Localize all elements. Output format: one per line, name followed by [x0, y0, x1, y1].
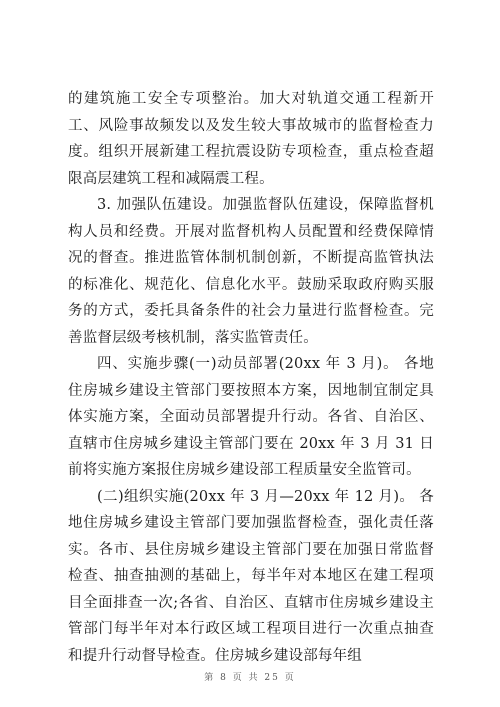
paragraph-3: 四、实施步骤(一)动员部署(20xx 年 3 月)。 各地住房城乡建设主管部门要按照本方案，因地制宜制定具体实施方案，全面动员部署提升行动。各省、自治区、直辖市住房城乡建设主管部门要在 20xx 年 3 月 31 日前将实施方案报住房城乡建设部工程质量安全监管司。: [68, 356, 434, 478]
page-number-footer: 第 8 页 共 25 页: [204, 673, 296, 683]
paragraph-4: (二)组织实施(20xx 年 3 月—20xx 年 12 月)。 各地住房城乡建设主管部门要加强监督检查，强化责任落实。各市、县住房城乡建设主管部门要在加强日常监督检查、抽查抽测的基础上，每半年对本地区在建工程项目全面排查一次;各省、自治区、直辖市住房城乡建设主管部门每半年对本行政区域工程项目进行一次重点抽查和提升行动督导检查。住房城乡建设部每年组: [68, 488, 434, 664]
document-body: [68, 86, 434, 669]
paragraph-1: 的建筑施工安全专项整治。加大对轨道交通工程新开工、风险事故频发以及发生较大事故城市的监督检查力度。组织开展新建工程抗震设防专项检查，重点检查超限高层建筑工程和减隔震工程。: [68, 91, 434, 187]
paragraph-2: 3. 加强队伍建设。加强监督队伍建设，保障监督机构人员和经费。开展对监督机构人员配置和经费保障情况的督查。推进监管体制机制创新，不断提高监管执法的标准化、规范化、信息化水平。鼓励采取政府购买服务的方式，委托具备条件的社会力量进行监督检查。完善监督层级考核机制，落实监管责任。: [68, 197, 434, 346]
